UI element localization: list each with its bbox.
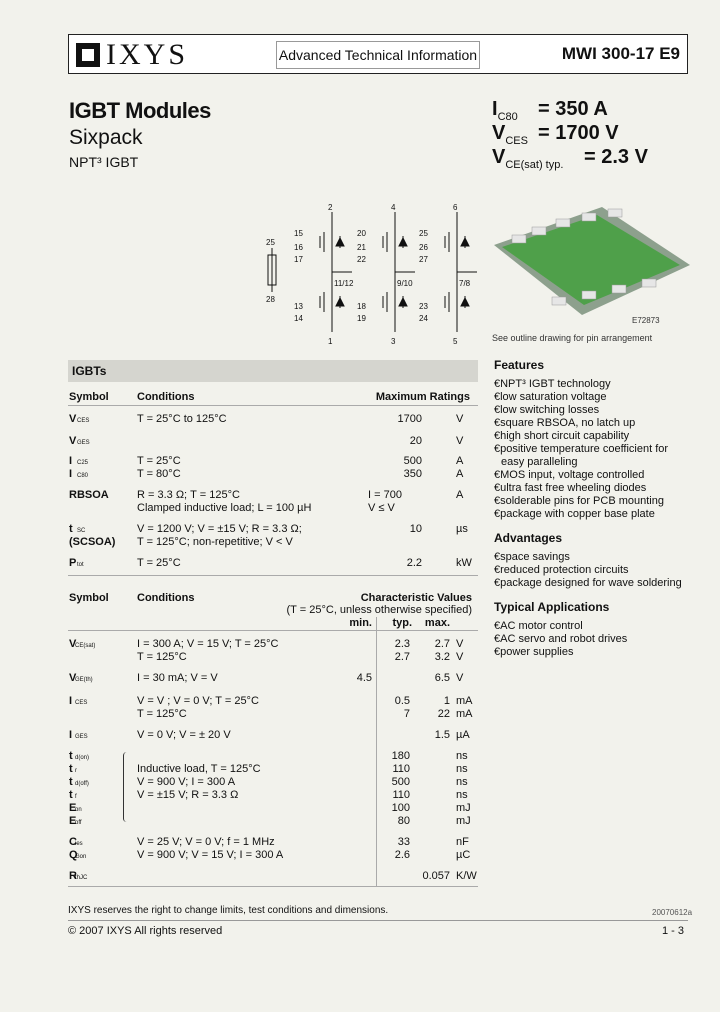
row-symbol-sub: GES	[77, 440, 90, 446]
svg-text:14: 14	[294, 314, 303, 323]
row-symbol-sub: CES	[75, 700, 88, 706]
row-unit: µA	[456, 729, 470, 741]
col-conditions-2: Conditions	[137, 592, 195, 604]
row-value: 2.2	[406, 557, 422, 569]
row-max: 22	[437, 708, 450, 720]
part-number: MWI 300-17 E9	[561, 44, 680, 63]
features-item: €positive temperature coefficient for	[494, 443, 669, 455]
row-conditions: V = 900 V; I = 300 A	[137, 776, 236, 788]
row-symbol: V	[69, 413, 77, 425]
svg-text:28: 28	[266, 295, 275, 304]
photo-caption: See outline drawing for pin arrangement	[492, 333, 653, 343]
features-item: €solderable pins for PCB mounting	[494, 495, 664, 507]
row-typ: 2.7	[394, 651, 410, 663]
row-symbol: I	[69, 695, 73, 707]
row-conditions: V = 25 V; V = 0 V; f = 1 MHz	[137, 836, 275, 848]
row-unit: K/W	[456, 870, 477, 882]
row-symbol-sub: C80	[77, 473, 89, 479]
row-symbol-sub: r	[75, 768, 77, 774]
col-max-ratings: Maximum Ratings	[375, 391, 470, 403]
info-badge: Advanced Technical Information	[276, 41, 480, 69]
logo-mark-icon	[76, 43, 100, 67]
row-symbol: I	[69, 468, 73, 480]
row-unit: mA	[456, 708, 473, 720]
row-unit: V	[456, 638, 464, 650]
row-unit: ns	[456, 750, 468, 762]
row-mid: I = 700	[368, 489, 402, 501]
svg-text:7/8: 7/8	[459, 279, 471, 288]
row-unit: mJ	[456, 802, 471, 814]
row-unit: kW	[456, 557, 472, 569]
row-value: 1700	[397, 413, 422, 425]
svg-text:4: 4	[391, 203, 396, 212]
row-typ: 500	[391, 776, 410, 788]
row-symbol-sub: C25	[77, 460, 89, 466]
row-conditions: T = 80°C	[137, 468, 181, 480]
row-symbol-sub: CE(sat)	[75, 643, 96, 649]
row-symbol-sub: Gon	[75, 854, 87, 860]
module-photo	[492, 205, 692, 335]
row-mid: V ≤ V	[368, 502, 395, 514]
svg-text:6: 6	[453, 203, 458, 212]
row-conditions: T = 25°C to 125°C	[137, 413, 227, 425]
row-conditions: V = V ; V = 0 V; T = 25°C	[137, 695, 259, 707]
advantages-item: €reduced protection circuits	[494, 564, 629, 576]
row-conditions: T = 25°C	[137, 455, 181, 467]
row-typ: 110	[392, 763, 410, 775]
features-item: €square RBSOA, no latch up	[494, 417, 636, 429]
features-item: €high short circuit capability	[494, 430, 630, 442]
svg-text:23: 23	[419, 302, 428, 311]
row-typ: 110	[392, 789, 410, 801]
row-symbol-sub: ies	[75, 841, 83, 847]
row-conditions: I = 30 mA; V = V	[137, 672, 218, 684]
row-symbol: t	[69, 750, 73, 762]
features-item: easy paralleling	[501, 456, 578, 468]
row-symbol: V	[69, 435, 77, 447]
row-symbol: E	[69, 802, 77, 814]
svg-text:15: 15	[294, 229, 303, 238]
row-symbol: (SCSOA)	[69, 536, 116, 548]
row-unit: V	[456, 413, 464, 425]
key-param-vcesat: $V_{CE(sat) typ.}$ = 2.3 V	[492, 146, 648, 171]
row-conditions: V = 1200 V; V = ±15 V; R = 3.3 Ω;	[137, 523, 302, 535]
svg-text:5: 5	[453, 337, 458, 346]
row-unit: mJ	[456, 815, 471, 827]
row-symbol: P	[69, 557, 77, 569]
features-item: €MOS input, voltage controlled	[494, 469, 645, 481]
svg-text:3: 3	[391, 337, 396, 346]
row-conditions: T = 125°C	[137, 708, 187, 720]
row-unit: V	[456, 435, 464, 447]
row-conditions: V = ±15 V; R = 3.3 Ω	[137, 789, 239, 801]
row-symbol-sub: f	[75, 794, 77, 800]
svg-text:16: 16	[294, 243, 303, 252]
row-typ: 2.6	[394, 849, 410, 861]
svg-text:26: 26	[419, 243, 428, 252]
divider	[68, 405, 478, 406]
row-unit: µC	[456, 849, 471, 861]
svg-text:25: 25	[419, 229, 428, 238]
svg-text:1: 1	[328, 337, 333, 346]
section-igbts: IGBTs	[68, 360, 478, 382]
svg-text:20: 20	[357, 229, 366, 238]
svg-text:24: 24	[419, 314, 428, 323]
applications-title: Typical Applications	[494, 600, 610, 614]
row-typ: 80	[397, 815, 410, 827]
features-title: Features	[494, 358, 545, 372]
row-symbol-sub: on	[75, 807, 82, 813]
svg-text:27: 27	[419, 255, 428, 264]
applications-item: €AC motor control	[494, 620, 583, 632]
col-symbol-2: Symbol	[69, 592, 109, 604]
page-subtitle: Sixpack	[69, 126, 143, 149]
row-symbol: Q	[69, 849, 78, 861]
applications-item: €power supplies	[494, 646, 574, 658]
key-param-ic80: $I_{C80}$ = 350 A	[492, 98, 608, 123]
row-unit: ns	[456, 763, 468, 775]
row-unit: µs	[456, 523, 468, 535]
row-conditions: Clamped inductive load; L = 100 µH	[137, 502, 312, 514]
row-unit: V	[456, 672, 464, 684]
row-conditions: Inductive load, T = 125°C	[137, 763, 261, 775]
row-unit: nF	[456, 836, 469, 848]
row-value: 10	[409, 523, 422, 535]
row-value: 500	[403, 455, 422, 467]
svg-text:19: 19	[357, 314, 366, 323]
col-symbol: Symbol	[69, 391, 109, 403]
row-max: 3.2	[434, 651, 450, 663]
row-symbol-sub: d(off)	[75, 781, 89, 787]
row-conditions: V = 900 V; V = 15 V; I = 300 A	[137, 849, 284, 861]
row-conditions: I = 300 A; V = 15 V; T = 25°C	[137, 638, 279, 650]
row-symbol: t	[69, 789, 73, 801]
svg-text:9/10: 9/10	[397, 279, 413, 288]
divider	[68, 886, 478, 887]
row-unit: mA	[456, 695, 473, 707]
row-symbol: V	[69, 638, 77, 650]
row-symbol: t	[69, 776, 73, 788]
divider	[68, 630, 478, 631]
disclaimer: IXYS reserves the right to change limits, test conditions and dimensions.	[68, 905, 389, 916]
row-symbol-sub: tot	[77, 562, 84, 568]
row-max: 6.5	[434, 672, 450, 684]
doc-code: 20070612a	[652, 908, 693, 917]
row-conditions: R = 3.3 Ω; T = 125°C	[137, 489, 240, 501]
row-symbol: E	[69, 815, 77, 827]
row-unit: A	[456, 455, 464, 467]
row-typ: 7	[403, 708, 410, 720]
col-char-values: Characteristic Values	[360, 592, 472, 604]
features-item: €low switching losses	[494, 404, 600, 416]
circuit-schematic	[262, 200, 487, 348]
row-unit: A	[456, 468, 464, 480]
row-conditions: T = 25°C	[137, 557, 181, 569]
features-item: €package with copper base plate	[494, 508, 655, 520]
applications-item: €AC servo and robot drives	[494, 633, 628, 645]
page-number: 1 - 3	[662, 925, 685, 937]
row-symbol-sub: CES	[77, 418, 90, 424]
row-symbol-sub: thJC	[75, 875, 88, 881]
row-max: 1	[443, 695, 450, 707]
svg-text:17: 17	[294, 255, 303, 264]
row-symbol-sub: off	[75, 820, 82, 826]
svg-text:11/12: 11/12	[334, 279, 354, 288]
row-symbol: RBSOA	[69, 489, 109, 501]
footer-divider	[68, 920, 688, 921]
features-item: €low saturation voltage	[494, 391, 607, 403]
svg-text:13: 13	[294, 302, 303, 311]
brace	[123, 752, 130, 822]
row-symbol: I	[69, 455, 73, 467]
leg-3	[445, 212, 477, 332]
char-note: (T = 25°C, unless otherwise specified)	[286, 604, 472, 616]
row-unit: ns	[456, 776, 468, 788]
row-conditions: T = 125°C; non-repetitive; V < V	[137, 536, 293, 548]
row-conditions: V = 0 V; V = ± 20 V	[137, 729, 231, 741]
row-symbol: t	[69, 523, 73, 535]
col-typ: typ.	[392, 617, 412, 629]
row-symbol-sub: d(on)	[75, 755, 90, 761]
row-typ: 100	[391, 802, 410, 814]
row-value: 20	[409, 435, 422, 447]
row-max: 2.7	[434, 638, 450, 650]
row-symbol: t	[69, 763, 73, 775]
row-unit: A	[456, 489, 464, 501]
features-panel	[494, 358, 694, 659]
leg-1	[320, 212, 352, 332]
row-conditions: T = 125°C	[137, 651, 187, 663]
row-typ: 2.3	[394, 638, 410, 650]
svg-text:18: 18	[357, 302, 366, 311]
row-symbol-sub: SC	[77, 528, 86, 534]
row-min: 4.5	[356, 672, 372, 684]
row-max: 1.5	[434, 729, 450, 741]
copyright: © 2007 IXYS All rights reserved	[68, 925, 223, 937]
col-conditions: Conditions	[137, 391, 195, 403]
row-unit: V	[456, 651, 464, 663]
col-max: max.	[424, 617, 450, 629]
svg-text:25: 25	[266, 238, 275, 247]
row-symbol-sub: GE(th)	[75, 677, 93, 683]
advantages-item: €space savings	[494, 551, 570, 563]
page-title: IGBT Modules	[69, 98, 211, 123]
row-value: 350	[403, 468, 422, 480]
row-typ: 0.5	[394, 695, 410, 707]
svg-text:21: 21	[357, 243, 366, 252]
svg-text:2: 2	[328, 203, 333, 212]
features-item: €NPT³ IGBT technology	[494, 378, 611, 390]
row-symbol: C	[69, 836, 77, 848]
advantages-title: Advantages	[494, 531, 563, 545]
leg-2	[383, 212, 415, 332]
features-item: €ultra fast free wheeling diodes	[494, 482, 647, 494]
advantages-item: €package designed for wave soldering	[494, 577, 682, 589]
row-symbol: I	[69, 729, 73, 741]
row-symbol-sub: GES	[75, 734, 88, 740]
row-symbol: V	[69, 672, 77, 684]
row-typ: 33	[397, 836, 410, 848]
technology: NPT³ IGBT	[69, 154, 139, 170]
row-max: 0.057	[422, 870, 450, 882]
ixys-logo	[76, 38, 188, 72]
key-param-vces: $V_{CES}$ = 1700 V	[492, 122, 619, 147]
row-unit: ns	[456, 789, 468, 801]
svg-text:22: 22	[357, 255, 366, 264]
col-min: min.	[349, 617, 372, 629]
row-typ: 180	[391, 750, 410, 762]
logo-text: IXYS	[106, 38, 189, 71]
row-symbol: R	[69, 870, 77, 882]
ul-mark: E72873	[632, 316, 660, 325]
divider	[68, 575, 478, 576]
